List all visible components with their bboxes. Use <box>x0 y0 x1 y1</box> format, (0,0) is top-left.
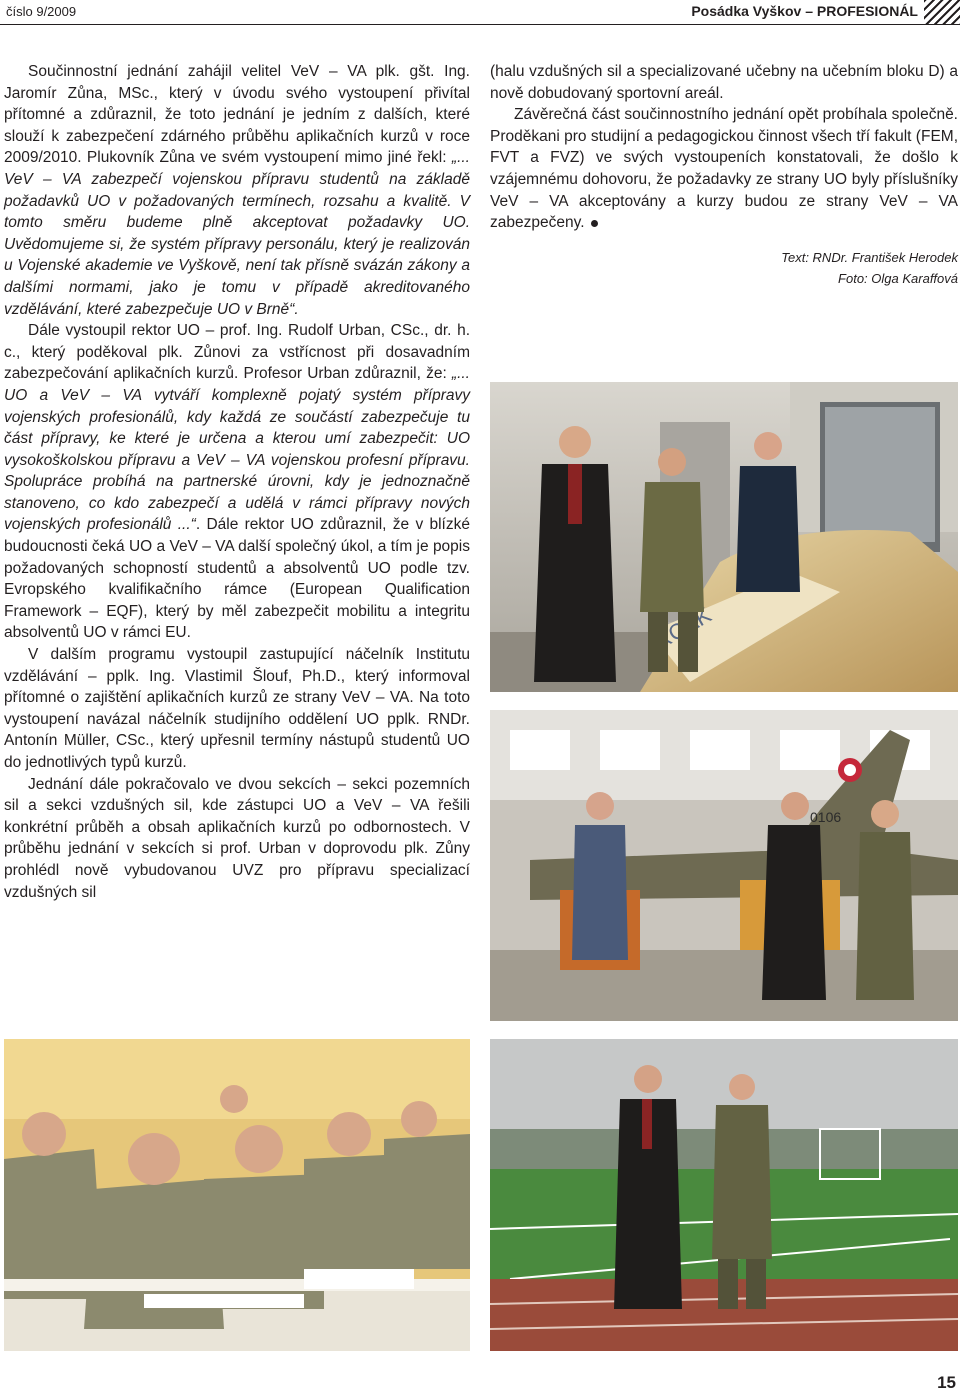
paragraph-2-text: Dále vystoupil rektor UO – prof. Ing. Rudolf Urban, CSc., dr. h. c., který poděkoval plk. Zůnovi za vstřícnost při dosavadním zabezpečování aplikačních kurzů. Profesor Urban zdůraznil, že: <box>4 322 470 383</box>
credit-photo: Foto: Olga Karaffová <box>838 270 958 286</box>
photo-simulator-hall <box>490 382 958 692</box>
paragraph-1-quote: „... VeV – VA zabezpečí vojenskou přípravu studentů na základě požadavků UO v požadovaných termínech, rozsahu a kvalitě. V tomto směru budeme plně akceptovat požadavky UO. Uvědomujeme si, že systém přípravy personálu, který je realizován u Vojenské akademie ve Vyškově, není tak přísně svázán zákony a dalšími normami, jako je tomu v případě akreditovaného vzdělávání, které zabezpečuje UO v Brně“. <box>4 149 470 318</box>
end-mark <box>591 220 598 227</box>
photo-sports-ground <box>490 1039 958 1351</box>
paragraph-6 <box>490 104 958 234</box>
paragraph-3: V dalším programu vystoupil zastupující náčelník Institutu vzdělávání – pplk. Ing. Vlastimil Šlouf, Ph.D., který informoval přítomné o zajištění aplikačních kurzů ze strany VeV – VA. Na toto vystoupení navázal náčelník studijního oddělení UO pplk. RNDr. Antonín Müller, CSc., který upřesnil termíny nástupů studentů UO do jednotlivých typů kurzů. <box>4 646 470 771</box>
header-rule <box>0 24 960 25</box>
paragraph-5: (halu vzdušných sil a specializované učebny na učebním bloku D) a nově dobudovaný sportovní areál. <box>490 63 958 102</box>
paragraph-6-text: Závěrečná část součinnostního jednání opět probíhala společně. Proděkani pro studijní a pedagogickou činnost všech tří fakult (FEM, FVT a FVZ) ve svých vystoupeních konstatovali, že došlo k vzájemnému dohovoru, že požadavky ze strany UO byly příslušníky VeV – VA akceptovány a kurzy budou ze strany VeV – VA zabezpečeny. <box>490 106 958 232</box>
article-left-column <box>4 61 470 903</box>
photo-meeting-officers <box>4 1039 470 1351</box>
svg-text:0106: 0106 <box>810 809 842 825</box>
paragraph-4: Jednání dále pokračovalo ve dvou sekcích – sekci pozemních sil a sekci vzdušných sil, kde zástupci UO a VeV – VA řešili konkrétní průběh a obsah aplikačních kurzů po odbornostech. V průběhu jednání v sekcích si prof. Urban v doprovodu plk. Zůny prohlédl nově vybudovanou UVZ pro přípravu specializací vzdušných sil <box>4 775 470 901</box>
credit-text: Text: RNDr. František Herodek <box>781 249 958 265</box>
header-stripes <box>924 0 960 24</box>
section-title: Posádka Vyškov – PROFESIONÁL <box>691 3 918 19</box>
paragraph-1 <box>4 61 470 320</box>
issue-number: číslo 9/2009 <box>6 4 77 19</box>
paragraph-2-quote: „... UO a VeV – VA vytváří komplexně pojatý systém přípravy vojenských profesionálů, kdy každá ze součástí zabezpečuje tu část přípravy, ke které je určena a kterou umí zabezpečit: UO vysokoškolskou přípravu a VeV – VA vojenskou profesní přípravu. Spolupráce probíhá na partnerské úrovni, kdy je jednoznačně stanoveno, co kdo zabezpečí a udělá v rámci přípravy nových vojenských profesionálů ...“ <box>4 365 470 534</box>
paragraph-2-continued: . Dále rektor UO zdůraznil, že v blízké budoucnosti čeká UO a VeV – VA další společný úkol, a tím je popis požadovaných schopností studentů a absolventů UO podle tzv. Evropského kvalifikačního rámce (European Qualification Framework – EQF), který by měl zabezpečit mobilitu a integritu absolventů UO v rámci EU. <box>4 516 470 642</box>
paragraph-2 <box>4 320 470 644</box>
paragraph-1-text: Součinnostní jednání zahájil velitel VeV – VA plk. gšt. Ing. Jaromír Zůna, MSc., který v úvodu svého vystoupení přivítal přítomné a zdůraznil, že toto jednání je jedním z dalších, které slouží k zabezpečení zdárného průběhu aplikačních kurzů v roce 2009/2010. Plukovník Zůna ve svém vystoupení mimo jiné řekl: <box>4 63 470 167</box>
page-number: 15 <box>937 1373 956 1392</box>
article-right-column <box>490 61 958 289</box>
photo-hangar-aircraft <box>490 710 958 1021</box>
